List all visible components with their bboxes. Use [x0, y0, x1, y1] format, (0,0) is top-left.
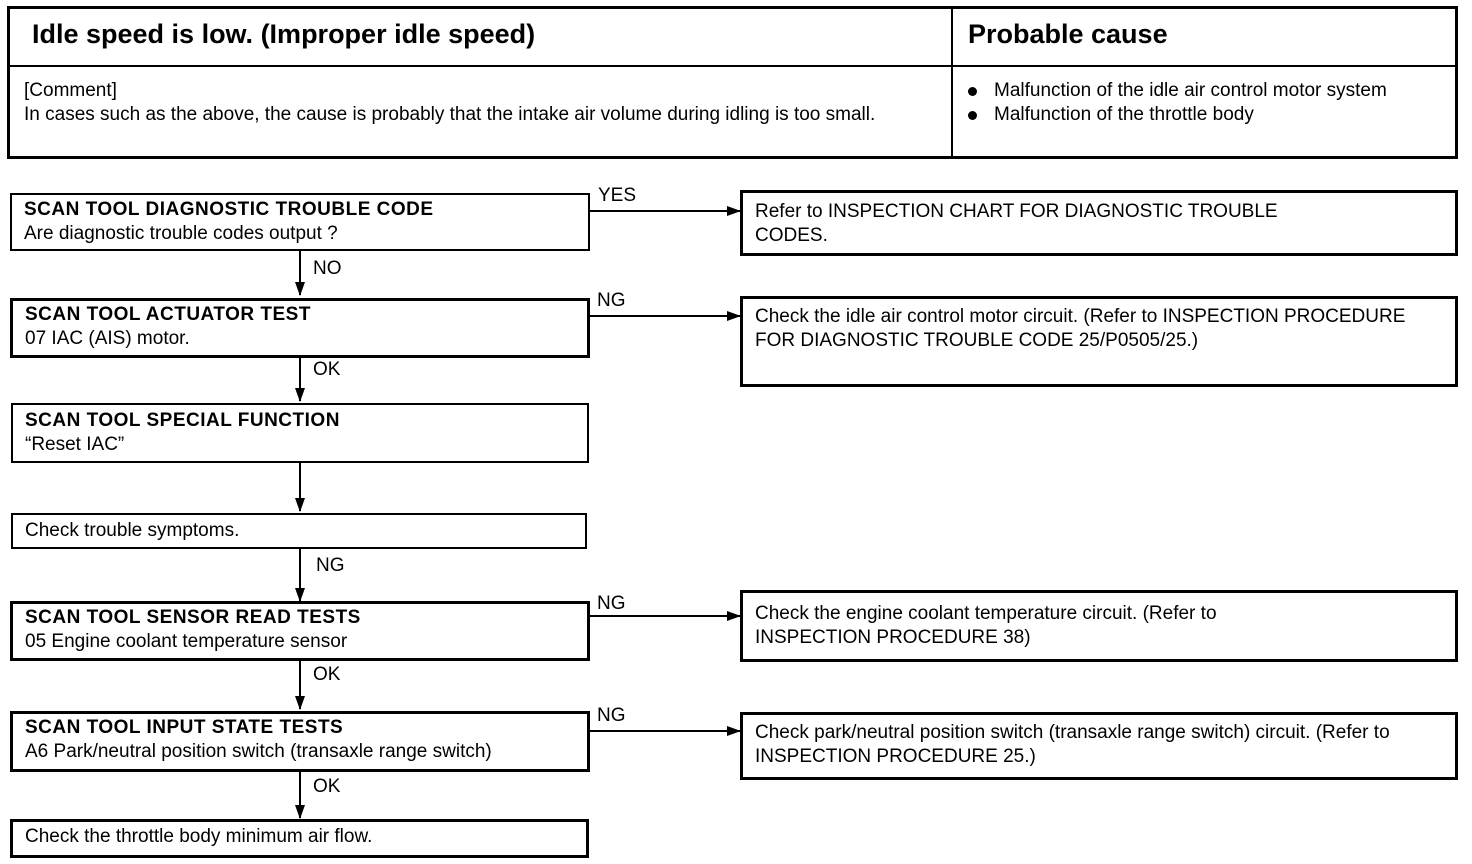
result-park-neutral-circuit [740, 712, 1458, 780]
label-ok-3: OK [313, 776, 341, 797]
step-input-state [10, 711, 590, 772]
label-ok-1: OK [313, 359, 341, 380]
step-text: A6 Park/neutral position switch (transaxle range switch) [25, 741, 492, 762]
step-actuator-test [10, 298, 590, 358]
step-text: Check the throttle body minimum air flow. [25, 826, 373, 847]
step-text: Are diagnostic trouble codes output ? [24, 223, 338, 244]
label-yes: YES [598, 185, 637, 206]
label-no: NO [313, 258, 342, 279]
result-text: Check park/neutral position switch (transaxle range switch) circuit. (Refer to INSPECTION PROCEDURE 25.) [755, 722, 1390, 767]
result-iac-circuit [740, 296, 1458, 387]
symptom-title: Idle speed is low. (Improper idle speed) [32, 19, 536, 49]
step-text: “Reset IAC” [25, 434, 125, 455]
step-title: SCAN TOOL INPUT STATE TESTS [25, 717, 344, 738]
cause-item: Malfunction of the idle air control motor system [962, 79, 1442, 103]
label-ng-2: NG [316, 555, 345, 576]
comment-label: [Comment] [24, 80, 117, 101]
cause-item: Malfunction of the throttle body [962, 103, 1442, 127]
result-text: Check the idle air control motor circuit. (Refer to INSPECTION PROCEDURE FOR DIAGNOSTIC TROUBLE CODE 25/P0505/25.) [755, 306, 1406, 351]
step-title: SCAN TOOL SENSOR READ TESTS [25, 607, 361, 628]
step-title: SCAN TOOL SPECIAL FUNCTION [25, 410, 340, 431]
result-text: Check the engine coolant temperature circuit. (Refer to INSPECTION PROCEDURE 38) [755, 603, 1217, 648]
step-throttle-airflow [10, 819, 589, 858]
result-dtc-chart [740, 190, 1458, 256]
probable-cause-title: Probable cause [968, 19, 1168, 49]
label-ng-4: NG [597, 705, 626, 726]
step-title: SCAN TOOL ACTUATOR TEST [25, 304, 311, 325]
step-dtc-check [10, 193, 590, 251]
step-sensor-read [10, 601, 590, 661]
result-text: Refer to INSPECTION CHART FOR DIAGNOSTIC TROUBLE CODES. [755, 201, 1278, 246]
step-title: SCAN TOOL DIAGNOSTIC TROUBLE CODE [24, 199, 434, 220]
step-text: 05 Engine coolant temperature sensor [25, 631, 348, 652]
label-ok-2: OK [313, 664, 341, 685]
step-special-function [11, 403, 589, 463]
step-text: Check trouble symptoms. [25, 520, 240, 541]
label-ng-3: NG [597, 593, 626, 614]
result-coolant-circuit [740, 590, 1458, 662]
step-check-symptoms [11, 513, 587, 549]
step-text: 07 IAC (AIS) motor. [25, 328, 190, 349]
label-ng-1: NG [597, 290, 626, 311]
comment-text: In cases such as the above, the cause is probably that the intake air volume during idling is too small. [24, 104, 876, 125]
